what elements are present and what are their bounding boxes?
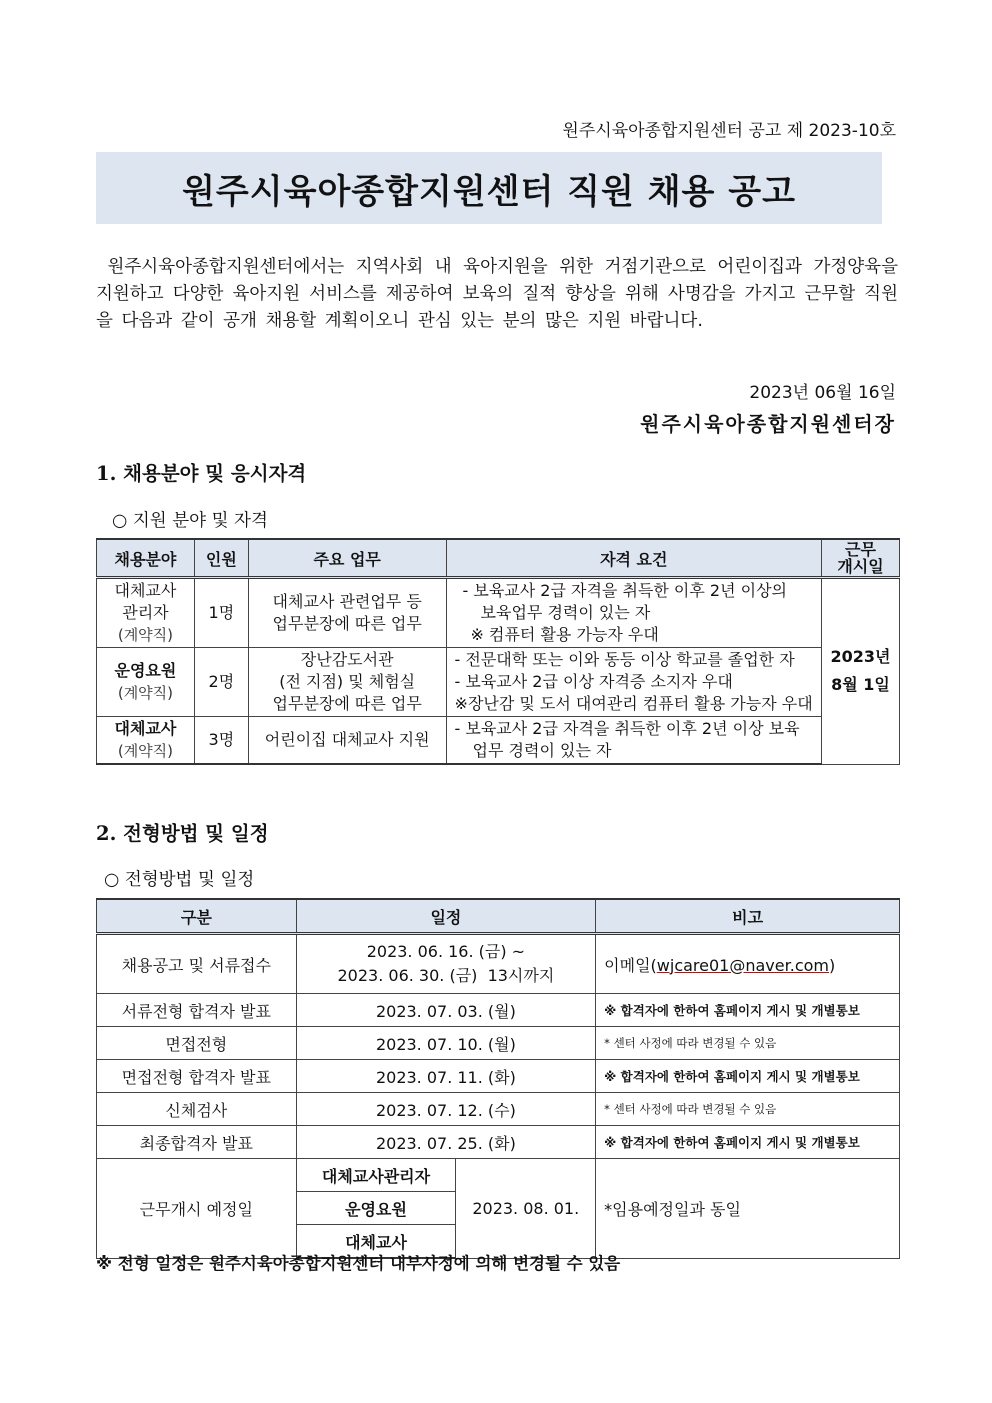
stage-cell: 근무개시 예정일 <box>97 1159 297 1259</box>
stage-cell: 면접전형 <box>97 1027 297 1060</box>
table-header-row <box>97 539 900 578</box>
page-title: 원주시육아종합지원센터 직원 채용 공고 <box>182 171 796 212</box>
role-cell: 운영요원 <box>296 1192 456 1225</box>
schedule-cell: 2023. 07. 25. (화) <box>296 1126 596 1159</box>
field-cell: 운영요원 (계약직) <box>97 648 195 717</box>
header-schedule: 일정 <box>296 899 596 934</box>
role-cell: 대체교사관리자 <box>296 1159 456 1192</box>
note-cell: *임용예정일과 동일 <box>596 1159 900 1259</box>
header-count: 인원 <box>194 539 248 578</box>
schedule-cell: 2023. 07. 10. (월) <box>296 1027 596 1060</box>
count-cell: 1명 <box>194 578 248 648</box>
section2-title: 2. 전형방법 및 일정 <box>96 822 269 845</box>
schedule-cell: 2023. 07. 12. (수) <box>296 1093 596 1126</box>
role-cell: 대체교사 <box>296 1225 456 1259</box>
schedule-table <box>96 898 900 1259</box>
section2-subtitle: ○ 전형방법 및 일정 <box>104 870 255 890</box>
stage-cell: 최종합격자 발표 <box>97 1126 297 1159</box>
intro-paragraph: 원주시육아종합지원센터에서는 지역사회 내 육아지원을 위한 거점기관으로 어린이집과 가정양육을 지원하고 다양한 육아지원 서비스를 제공하여 보육의 질적 향상을 위해 사명감을 가지고 근무할 직원을 다음과 같이 공개 채용할 계획이오니 관심 있는 분의 많은 지원 바랍니다. <box>96 257 898 331</box>
signer: 원주시육아종합지원센터장 <box>640 412 896 436</box>
field-cell: 대체교사 (계약직) <box>97 717 195 765</box>
table-row <box>97 1126 900 1159</box>
start-date-cell: 2023년 8월 1일 <box>822 578 900 765</box>
schedule-cell: 2023. 07. 03. (월) <box>296 994 596 1027</box>
section1-title: 1. 채용분야 및 응시자격 <box>96 462 307 485</box>
notice-date: 2023년 06월 16일 <box>749 383 896 403</box>
header-start-date: 근무 개시일 <box>822 539 900 578</box>
header-stage: 구분 <box>97 899 297 934</box>
schedule-cell: 2023. 06. 16. (금) ~ 2023. 06. 30. (금) 13시까지 <box>296 934 596 994</box>
table-row <box>97 994 900 1027</box>
duty-cell: 어린이집 대체교사 지원 <box>248 717 446 765</box>
count-cell: 3명 <box>194 717 248 765</box>
stage-cell: 서류전형 합격자 발표 <box>97 994 297 1027</box>
table-row <box>97 717 900 765</box>
stage-cell: 신체검사 <box>97 1093 297 1126</box>
field-cell: 대체교사 관리자 (계약직) <box>97 578 195 648</box>
footer-note: ※ 전형 일정은 원주시육아종합지원센터 내부사정에 의해 변경될 수 있음 <box>96 1254 621 1273</box>
note-cell: ※ 합격자에 한하여 홈페이지 게시 및 개별통보 <box>596 1060 900 1093</box>
table-header-row <box>97 899 900 934</box>
notice-number: 원주시육아종합지원센터 공고 제 2023-10호 <box>562 121 896 141</box>
note-cell: ※ 합격자에 한하여 홈페이지 게시 및 개별통보 <box>596 994 900 1027</box>
header-requirements: 자격 요건 <box>446 539 821 578</box>
stage-cell: 채용공고 및 서류접수 <box>97 934 297 994</box>
section1-subtitle: ○ 지원 분야 및 자격 <box>112 511 268 531</box>
recruitment-table <box>96 538 900 765</box>
table-row <box>97 1060 900 1093</box>
stage-cell: 면접전형 합격자 발표 <box>97 1060 297 1093</box>
header-field: 채용분야 <box>97 539 195 578</box>
note-cell: * 센터 사정에 따라 변경될 수 있음 <box>596 1027 900 1060</box>
schedule-cell: 2023. 07. 11. (화) <box>296 1060 596 1093</box>
header-duty: 주요 업무 <box>248 539 446 578</box>
note-cell: * 센터 사정에 따라 변경될 수 있음 <box>596 1093 900 1126</box>
note-cell: ※ 합격자에 한하여 홈페이지 게시 및 개별통보 <box>596 1126 900 1159</box>
count-cell: 2명 <box>194 648 248 717</box>
title-banner <box>96 152 882 224</box>
header-note: 비고 <box>596 899 900 934</box>
table-row <box>97 1159 900 1192</box>
email-link[interactable]: wjcare01@naver.com <box>656 955 829 975</box>
table-row <box>97 1093 900 1126</box>
table-row <box>97 1027 900 1060</box>
email-note: 이메일(wjcare01@naver.com) <box>596 934 900 994</box>
requirement-cell: - 보육교사 2급 자격을 취득한 이후 2년 이상 보육 업무 경력이 있는 자 <box>446 717 821 765</box>
start-date-cell: 2023. 08. 01. <box>456 1159 596 1259</box>
table-row <box>97 648 900 717</box>
requirement-cell: - 보육교사 2급 자격을 취득한 이후 2년 이상의 보육업무 경력이 있는 자 ※ 컴퓨터 활용 가능자 우대 <box>446 578 821 648</box>
table-row <box>97 934 900 994</box>
table-row <box>97 578 900 648</box>
duty-cell: 장난감도서관 (전 지점) 및 체험실 업무분장에 따른 업무 <box>248 648 446 717</box>
requirement-cell: - 전문대학 또는 이와 동등 이상 학교를 졸업한 자 - 보육교사 2급 이상 자격증 소지자 우대 ※장난감 및 도서 대여관리 컴퓨터 활용 가능자 우대 <box>446 648 821 717</box>
duty-cell: 대체교사 관련업무 등 업무분장에 따른 업무 <box>248 578 446 648</box>
